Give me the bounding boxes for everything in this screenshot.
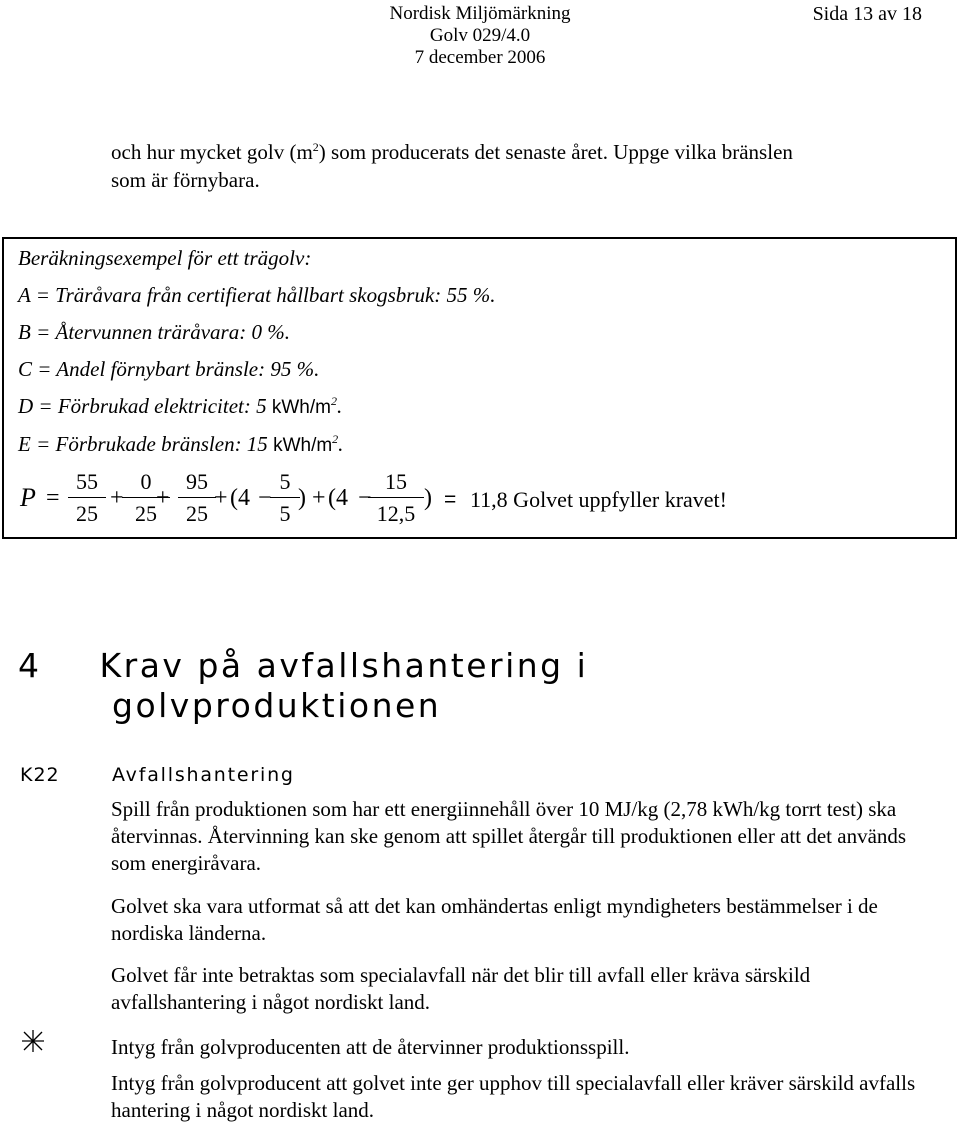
page-number: Sida 13 av 18 (812, 3, 922, 25)
fraction-5 (368, 467, 424, 528)
intro-line-1: och hur mycket golv $(m^2)$ som producerats det senaste året. Uppge vilka bränslen (111, 140, 793, 164)
example-c: C = Andel förnybart bränsle: 95 %. (18, 357, 320, 381)
fraction-1-numerator: 55 (76, 469, 98, 494)
fraction-2-numerator: 0 (140, 469, 152, 494)
fraction-5-numerator: 15 (385, 469, 407, 494)
example-e: E = Förbrukade bränslen: 15 kWh/$m^2$. (18, 432, 344, 456)
fraction-3 (178, 467, 216, 528)
intro-line-2: som är förnybara. (111, 168, 260, 192)
fraction-2-denominator: 25 (135, 501, 157, 526)
section-title-line-2: golvproduktionen (112, 686, 442, 725)
asterisk-icon (20, 1028, 46, 1054)
fraction-3-denominator: 25 (186, 501, 208, 526)
header-org: Nordisk Miljömärkning (389, 3, 571, 24)
formula-result-equals: = (444, 488, 457, 511)
formula-plus-2: + (156, 485, 170, 511)
fraction-4-numerator: 5 (279, 469, 291, 494)
fraction-1 (68, 467, 106, 528)
formula-plus-4: + (312, 485, 326, 511)
fraction-5-denominator: 12,5 (376, 501, 416, 526)
fraction-1-denominator: 25 (76, 501, 98, 526)
section-heading (18, 646, 918, 726)
formula-plus-1: + (110, 485, 124, 511)
intro-paragraph (111, 138, 931, 194)
section-number: 4 (18, 646, 42, 685)
requirement-paragraph-1: Spill från produktionen som har ett energiinnehåll över 10 MJ/kg (2,78 kWh/kg torrt test) ska återvinnas. Återvinning kan ske genom att spillet återgår till produktionen eller att det används som energiråvara. (111, 797, 907, 875)
header-doc-id: Golv 029/4.0 (429, 25, 531, 46)
header-date: 7 december 2006 (414, 47, 546, 68)
example-a: A = Träråvara från certifierat hållbart skogsbruk: 55 %. (18, 283, 496, 307)
verification-paragraph-1: Intyg från golvproducenten att de återvinner produktionsspill. (111, 1035, 630, 1059)
example-title: Beräkningsexempel för ett trägolv: (18, 246, 312, 270)
requirement-paragraph-3: Golvet får inte betraktas som specialavfall när det blir till avfall eller kräva särskild avfallshantering i något nordiskt land. (111, 963, 811, 1014)
formula-open-1: (4 (230, 485, 250, 511)
section-title-line-1: Krav på avfallshantering i (99, 646, 589, 685)
requirement-code: K22 (20, 764, 60, 786)
page-header (330, 3, 630, 69)
formula-result: 11,8 Golvet uppfyller kravet! (470, 487, 727, 512)
fraction-3-numerator: 95 (186, 469, 208, 494)
requirement-paragraph-2: Golvet ska vara utformat så att det kan omhändertas enligt myndigheters bestämmelser i de nordiska länderna. (111, 894, 878, 945)
formula-open-2: (4 (328, 485, 348, 511)
formula-close-1: ) (298, 485, 306, 511)
section-heading-line-1 (18, 646, 918, 686)
formula-close-2: ) (424, 485, 432, 511)
example-d: D = Förbrukad elektricitet: 5 kWh/$m^2$. (18, 394, 343, 418)
verification-paragraph-2: Intyg från golvproducent att golvet inte ger upphov till specialavfall eller kräver särskild avfalls hantering i något nordiskt land. (111, 1071, 916, 1122)
formula-minus-1: − (258, 485, 272, 511)
requirement-heading: Avfallshantering (112, 764, 295, 786)
example-lines (18, 240, 938, 464)
formula-p: P (20, 483, 36, 512)
formula-plus-3: + (214, 485, 228, 511)
fraction-4 (270, 467, 300, 528)
formula-minus-2: − (358, 485, 372, 511)
fraction-4-denominator: 5 (279, 501, 291, 526)
formula-equals: = (46, 485, 60, 511)
example-b: B = Återvunnen träråvara: 0 %. (18, 320, 290, 344)
